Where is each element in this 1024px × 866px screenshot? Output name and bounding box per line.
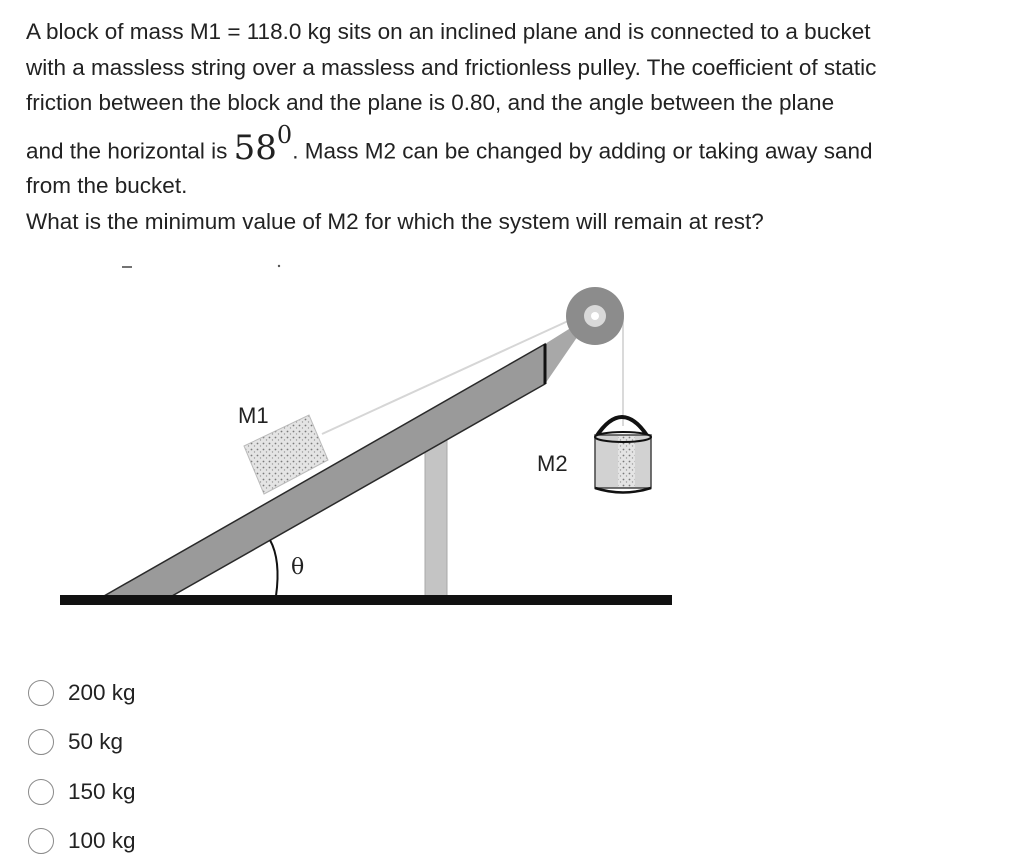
option-100kg[interactable] xyxy=(28,817,136,866)
incline-diagram xyxy=(40,250,700,620)
radio-button[interactable] xyxy=(28,680,54,706)
angle-theta-label: θ xyxy=(291,555,304,580)
option-150kg[interactable] xyxy=(28,767,136,817)
radio-button[interactable] xyxy=(28,828,54,854)
question-line-1: A block of mass M1 = 118.0 kg sits on an inclined plane and is connected to a bucket xyxy=(26,14,986,50)
option-label: 200 kg xyxy=(68,680,136,706)
option-200kg[interactable] xyxy=(28,668,136,718)
question-line-3: friction between the block and the plane is 0.80, and the angle between the plane xyxy=(26,85,986,121)
pulley-axle xyxy=(591,312,599,320)
inclined-plane xyxy=(104,344,545,596)
radio-button[interactable] xyxy=(28,779,54,805)
question-prompt: What is the minimum value of M2 for which the system will remain at rest? xyxy=(26,204,986,240)
bucket-sand xyxy=(618,436,635,487)
question-line-4 xyxy=(26,121,986,169)
radio-button[interactable] xyxy=(28,729,54,755)
angle-number: 58 xyxy=(234,128,277,168)
question-line-5: from the bucket. xyxy=(26,168,986,204)
bucket-label: M2 xyxy=(537,451,568,476)
option-label: 50 kg xyxy=(68,729,123,755)
angle-prefix: and the horizontal is xyxy=(26,138,227,163)
option-label: 100 kg xyxy=(68,828,136,854)
angle-value xyxy=(234,128,293,168)
angle-arc xyxy=(270,540,278,596)
ground-line xyxy=(60,595,672,605)
angle-suffix: . Mass M2 can be changed by adding or taking away sand xyxy=(292,138,872,163)
question-text xyxy=(26,14,986,239)
answer-options xyxy=(28,668,136,866)
question-line-2: with a massless string over a massless and frictionless pulley. The coefficient of static xyxy=(26,50,986,86)
option-50kg[interactable] xyxy=(28,718,136,768)
angle-superscript: 0 xyxy=(277,121,292,149)
block-label: M1 xyxy=(238,403,269,428)
option-label: 150 kg xyxy=(68,779,136,805)
stray-dot xyxy=(278,265,280,267)
